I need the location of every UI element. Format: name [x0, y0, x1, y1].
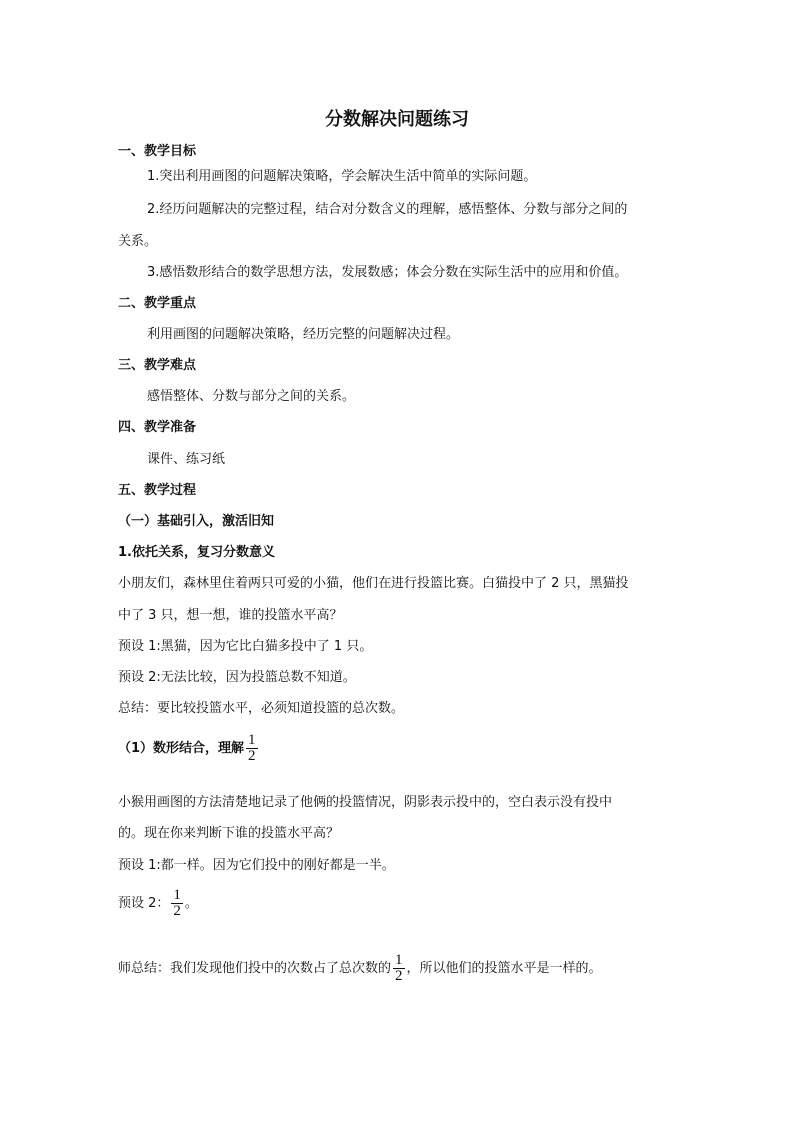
key-points-text: 利用画图的问题解决策略，经历完整的问题解决过程。: [147, 327, 460, 342]
question-2-line-1: 小猴用画图的方法清楚地记录了他俩的投篮情况，阴影表示投中的，空白表示没有投中: [118, 795, 613, 810]
summary-2-prefix: 师总结：我们发现他们投中的次数占了总次数的: [118, 961, 392, 976]
answer-4-prefix: 预设 2：: [118, 896, 170, 911]
fraction-numerator: 1: [173, 887, 181, 903]
goal-2-line-2: 关系。: [118, 234, 158, 249]
subheading-fraction-row: [118, 733, 260, 764]
heading-preparation: 四、教学准备: [118, 420, 197, 435]
answer-2: 预设 2:无法比较，因为投篮总数不知道。: [118, 670, 356, 685]
goal-1: 1.突出利用画图的问题解决策略，学会解决生活中简单的实际问题。: [147, 169, 537, 184]
subheading-intro: （一）基础引入，激活旧知: [118, 514, 275, 529]
fraction-denominator: 2: [395, 968, 403, 984]
heading-difficulties: 三、教学难点: [118, 358, 197, 373]
answer-4-row: [118, 888, 198, 919]
fraction-numerator: 1: [248, 732, 256, 748]
answer-4-suffix: 。: [184, 896, 198, 911]
preparation-text: 课件、练习纸: [147, 452, 226, 467]
heading-teaching-goals: 一、教学目标: [118, 144, 197, 159]
fraction-half: [171, 888, 183, 919]
goal-2-line-1: 2.经历问题解决的完整过程，结合对分数含义的理解，感悟整体、分数与部分之间的: [147, 202, 628, 217]
answer-1: 预设 1:黑猫，因为它比白猫多投中了 1 只。: [118, 639, 373, 654]
fraction-denominator: 2: [173, 903, 181, 919]
subheading-review: 1.依托关系，复习分数意义: [118, 545, 275, 560]
document-title: 分数解决问题练习: [325, 109, 469, 130]
answer-3: 预设 1:都一样。因为它们投中的刚好都是一半。: [118, 858, 395, 873]
fraction-half: [246, 733, 258, 764]
difficulties-text: 感悟整体、分数与部分之间的关系。: [147, 389, 356, 404]
fraction-numerator: 1: [395, 952, 403, 968]
heading-key-points: 二、教学重点: [118, 296, 197, 311]
summary-2-row: [118, 953, 602, 984]
summary-1: 总结：要比较投篮水平，必须知道投篮的总次数。: [118, 701, 405, 716]
heading-process: 五、教学过程: [118, 483, 197, 498]
question-1-line-1: 小朋友们，森林里住着两只可爱的小猫，他们在进行投篮比赛。白猫投中了 2 只，黑猫投: [118, 576, 629, 591]
fraction-denominator: 2: [248, 748, 256, 764]
fraction-half: [393, 953, 405, 984]
subheading-fraction: （1）数形结合，理解: [118, 741, 245, 756]
goal-3: 3.感悟数形结合的数学思想方法，发展数感；体会分数在实际生活中的应用和价值。: [147, 265, 628, 280]
question-2-line-2: 的。现在你来判断下谁的投篮水平高？: [118, 826, 340, 841]
summary-2-suffix: ，所以他们的投篮水平是一样的。: [406, 961, 602, 976]
question-1-line-2: 中了 3 只，想一想，谁的投篮水平高？: [118, 608, 343, 623]
